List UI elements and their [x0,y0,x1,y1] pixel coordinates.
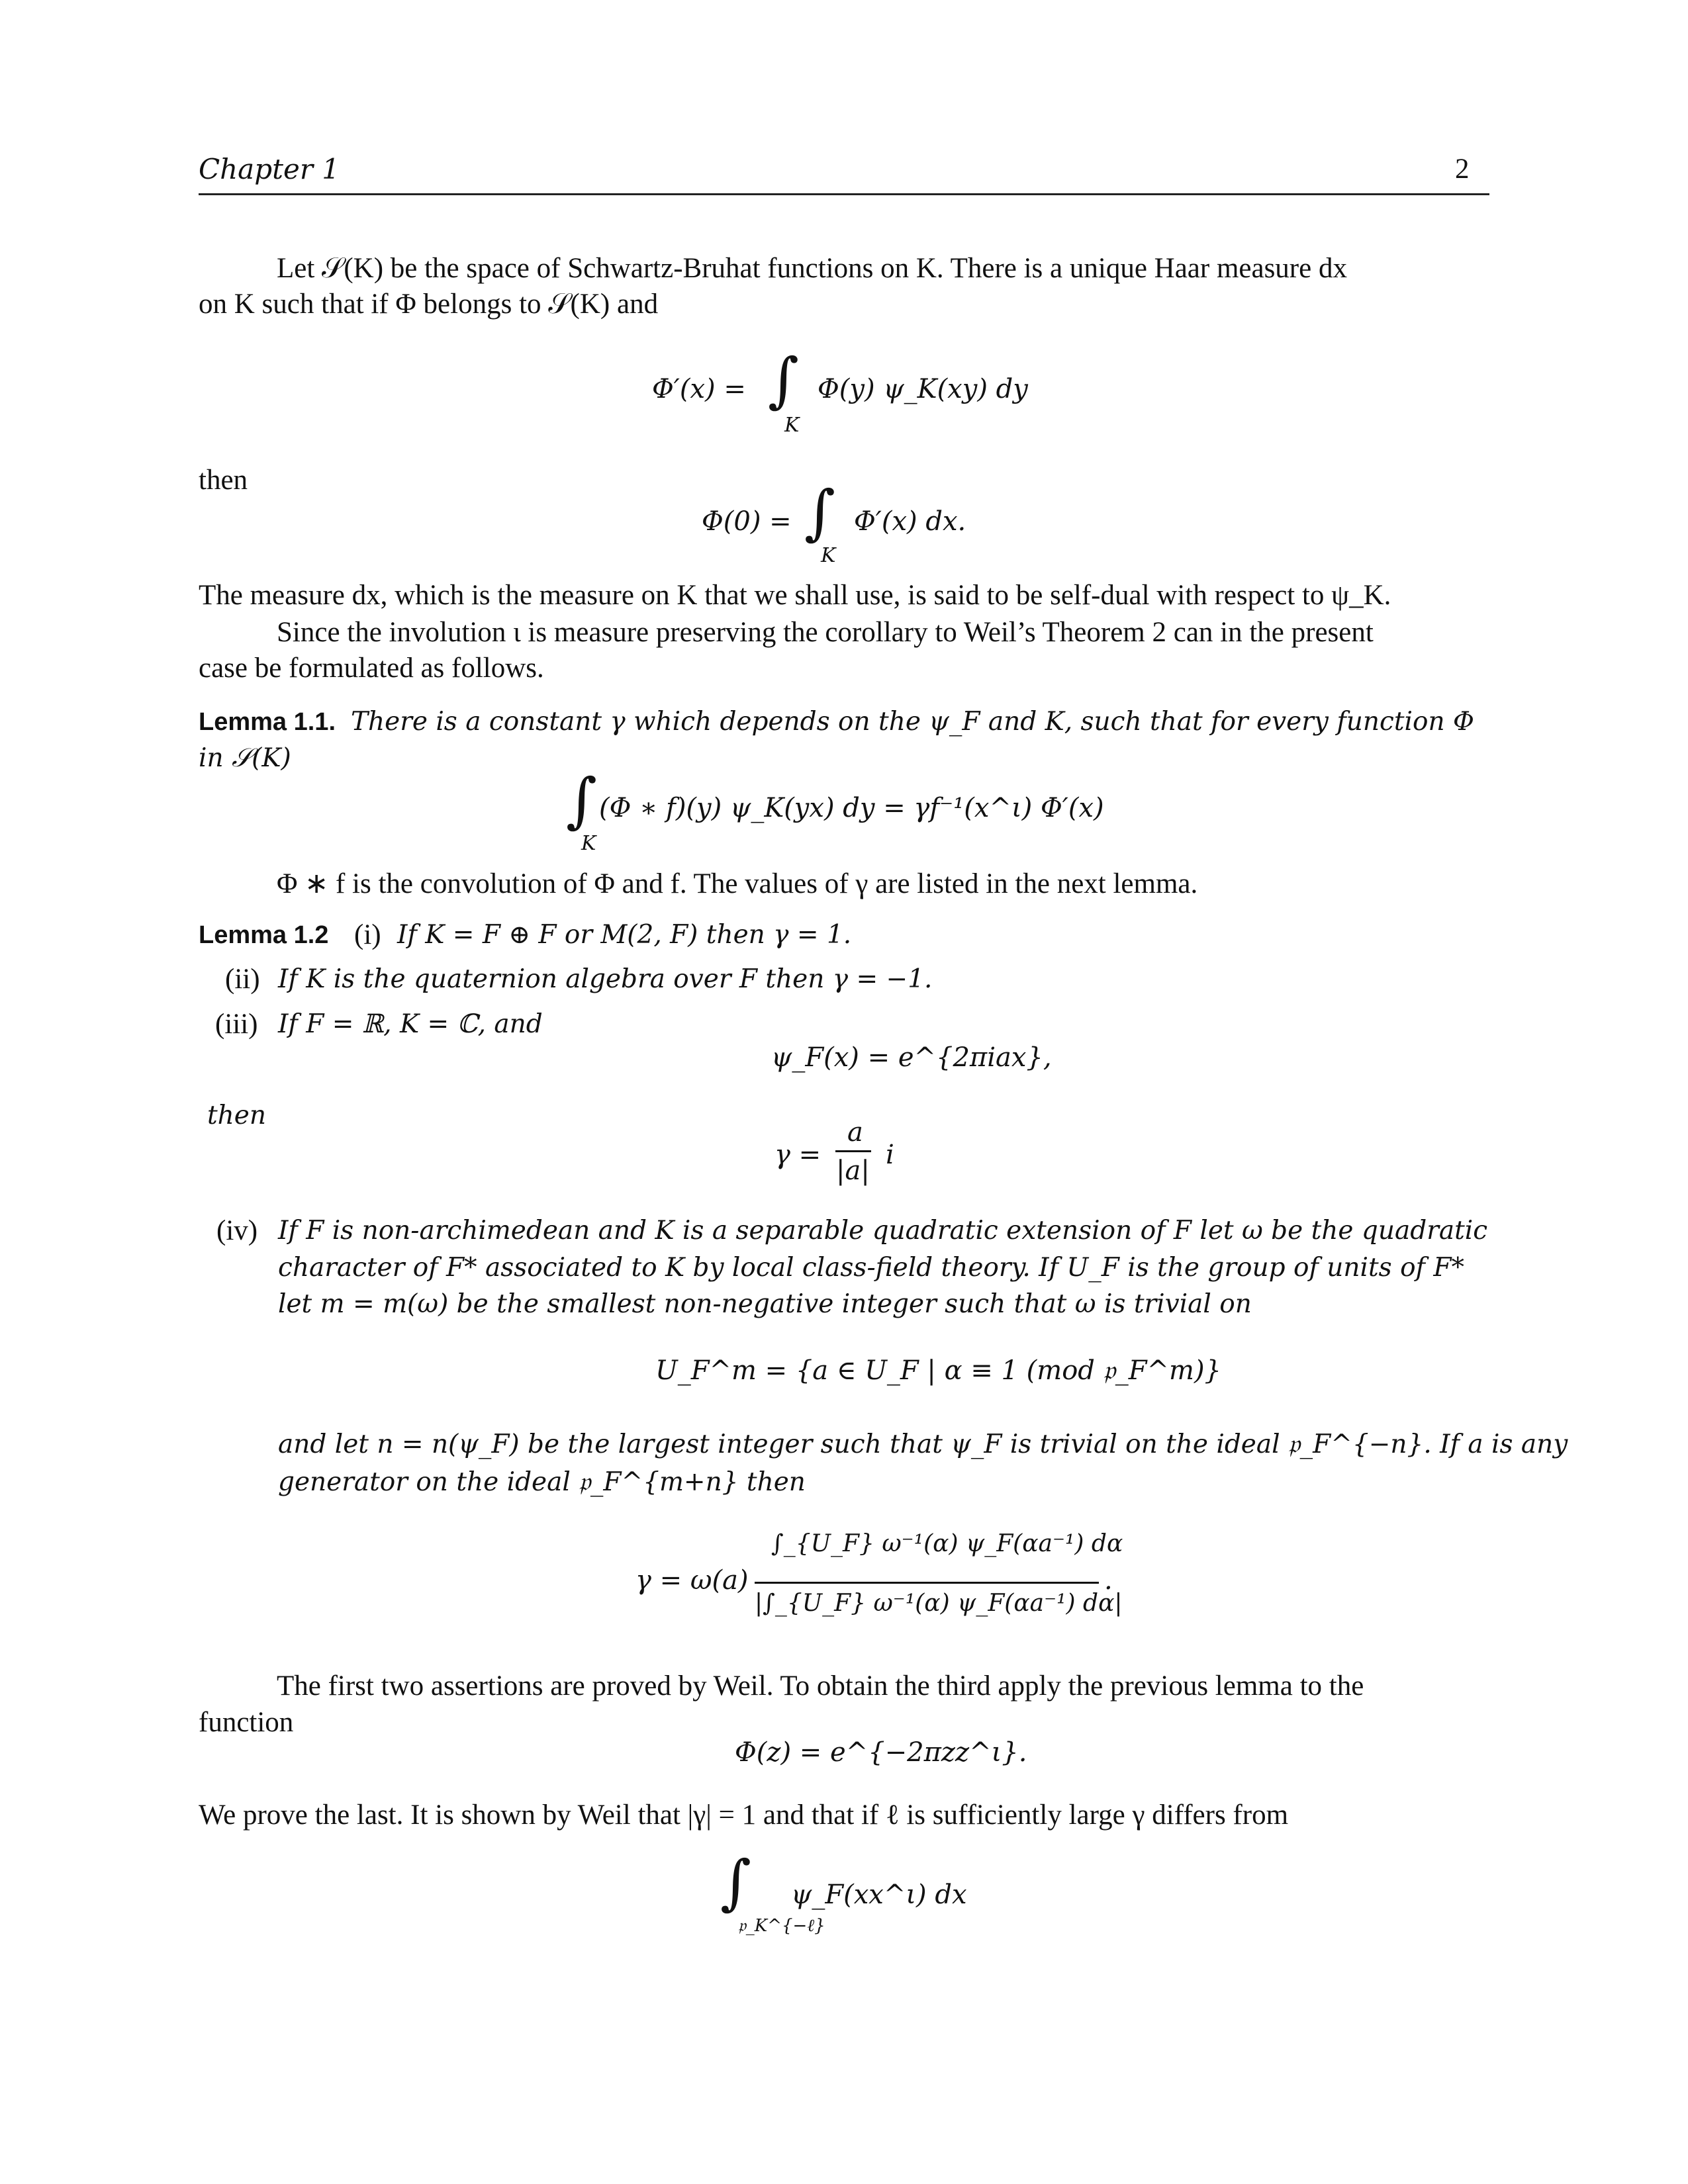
lemma-1-2-i-num: (i) [354,919,381,950]
lemma-1-2-ii-num: (ii) [225,964,260,995]
lemma-1-2-iii-text: If F = ℝ, K = ℂ, and [278,1009,543,1039]
lemma-1-2-iv-line1: If F is non-archimedean and K is a separable quadratic extension of F let ω be the quadratic [278,1216,1488,1246]
chapter-header: Chapter 1 [199,153,340,185]
lemma-1-2-iii-num: (iii) [215,1009,258,1040]
lemma-1-2-ii-text: If K is the quaternion algebra over F then γ = −1. [278,964,933,994]
p2-line1: The measure dx, which is the measure on K that we shall use, is said to be self-dual with respect to ψ_K. [199,580,1391,611]
lemma-1-2-label: Lemma 1.2 [199,921,329,949]
lemma-1-2-then: then [207,1101,266,1130]
eq5-sub: 𝔭_K^{−ℓ} [738,1916,825,1936]
lemma-1-2-iv-num: (iv) [216,1215,258,1246]
p2-line2: Since the involution ι is measure preserving the corollary to Weil’s Theorem 2 can in the present [277,617,1374,648]
page-number: 2 [1455,154,1470,185]
eq5-body: ψ_F(xx^ι) dx [791,1880,967,1910]
p2-line3: case be formulated as follows. [199,653,544,684]
gamma2-lhs: γ = ω(a) [635,1565,749,1596]
p1-line2: on K such that if Φ belongs to 𝒮(K) and [199,289,659,320]
eq1-lhs: Φ′(x) = [652,374,746,404]
eq3-integral: ∫ [566,766,597,835]
gamma2-num: ∫_{U_F} ω⁻¹(α) ψ_F(αa⁻¹) dα [771,1530,1123,1557]
lemma-1-2-iv-line2: character of F* associated to K by local class-field theory. If U_F is the group of units of F* [278,1253,1464,1283]
then-1: then [199,465,248,496]
eq3-body: (Φ ∗ f)(y) ψ_K(yx) dy = γf⁻¹(x^ι) Φ′(x) [599,793,1104,823]
eq2-rhs: Φ′(x) dx. [854,506,966,537]
header-rule [199,193,1489,195]
eq2-lhs: Φ(0) = [702,506,792,537]
gamma2-end: . [1104,1565,1113,1596]
eq1-integral: ∫ [768,345,799,415]
lemma-1-2-iv-line5: generator on the ideal 𝔭_F^{m+n} then [278,1467,806,1497]
gamma-i: i [886,1140,894,1170]
p5: We prove the last. It is shown by Weil that |γ| = 1 and that if ℓ is sufficiently large γ differs from [199,1799,1289,1831]
lemma-1-2-i-text: If K = F ⊕ F or M(2, F) then γ = 1. [397,920,852,950]
lemma-1-1-label: Lemma 1.1. [199,708,336,736]
eq4: Φ(z) = e^{−2πzz^ι}. [735,1737,1027,1768]
eq1-sub: K [784,414,800,437]
eq3-sub: K [581,832,596,855]
eq2-sub: K [821,544,836,567]
lemma-1-2-iv-line3: let m = m(ω) be the smallest non-negative integer such that ω is trivial on [278,1289,1252,1319]
p4-line2: function [199,1707,294,1738]
gamma-lhs: γ = [774,1140,821,1170]
gamma-num: a [847,1117,863,1148]
units-equation: U_F^m = {a ∈ U_F | α ≡ 1 (mod 𝔭_F^m)} [655,1355,1221,1386]
p3: Φ ∗ f is the convolution of Φ and f. The values of γ are listed in the next lemma. [277,868,1198,899]
p1-line1: Let 𝒮(K) be the space of Schwartz-Bruhat functions on K. There is a unique Haar measure dx [277,253,1347,284]
gamma2-den: |∫_{U_F} ω⁻¹(α) ψ_F(αa⁻¹) dα| [755,1590,1123,1617]
lemma-1-2-iii-eq: ψ_F(x) = e^{2πiax}, [771,1042,1052,1073]
lemma-1-1-line1: There is a constant γ which depends on the ψ_F and K, such that for every function Φ [351,707,1474,737]
gamma-fraction-bar [835,1150,871,1152]
lemma-1-2-iv-line4: and let n = n(ψ_F) be the largest integer such that ψ_F is trivial on the ideal 𝔭_F^{−n}. If a is any [278,1430,1568,1459]
eq2-integral: ∫ [804,478,835,547]
p4-line1: The first two assertions are proved by Weil. To obtain the third apply the previous lemma to the [277,1670,1364,1702]
gamma2-fraction-bar [755,1582,1099,1584]
gamma-den: |a| [836,1156,870,1186]
eq1-rhs: Φ(y) ψ_K(xy) dy [818,374,1028,404]
eq5-integral: ∫ [720,1848,751,1917]
lemma-1-1-line2: in 𝒮(K) [199,743,291,773]
